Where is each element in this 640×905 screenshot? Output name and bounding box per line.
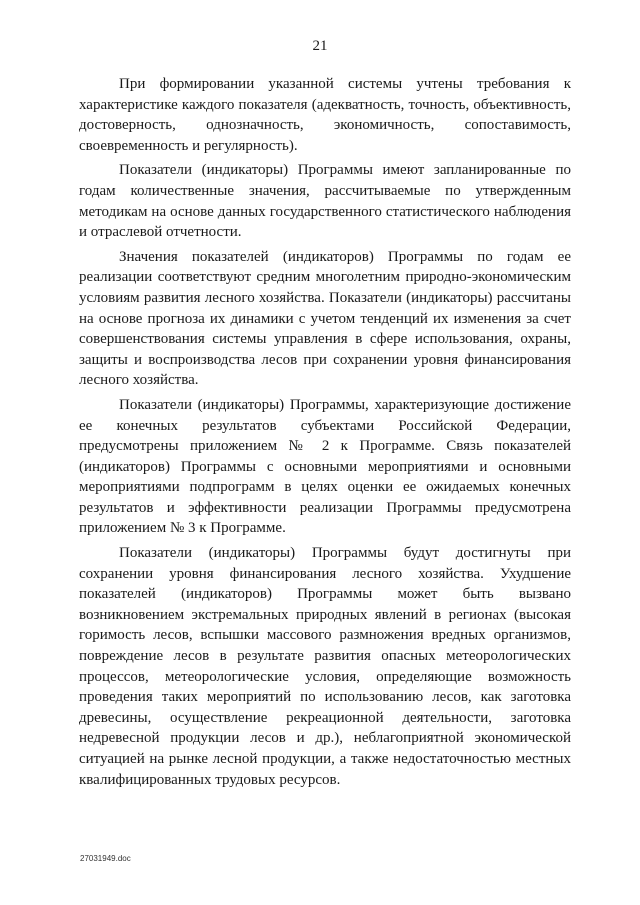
paragraph-risks: Показатели (индикаторы) Программы будут достигнуты при сохранении уровня финансирования лесного хозяйства. Ухудшение показателей (индикаторов) Программы может быть вызвано возникновением экстремальных природных явлений в регионах (высокая горимость лесов, вспышки массового размножения вредных организмов, повреждение лесов в результате развития опасных метеорологических процессов, метеорологические условия, определяющие возможность проведения таких мероприятий по использованию лесов, как заготовка древесины, осуществление рекреационной деятельности, заготовка недревесной продукции лесов и др.), неблагоприятной экономической ситуацией на рынке лесной продукции, а также недостаточностью местных квалифицированных трудовых ресурсов. [79, 545, 571, 788]
paragraph-final-results: Показатели (индикаторы) Программы, характеризующие достижение ее конечных результатов субъектами Российской Федерации, предусмотрены приложением № 2 к Программе. Связь показателей (индикаторов) Программы с основными мероприятиями и основными мероприятиями подпрограмм в целях оценки ее ожидаемых конечных результатов и эффективности реализации Программы предусмотрена приложением № 3 к Программе. [79, 396, 571, 537]
paragraph-indicator-values: Значения показателей (индикаторов) Программы по годам ее реализации соответствуют средним многолетним природно-экономическим условиям развития лесного хозяйства. Показатели (индикаторы) рассчитаны на основе прогноза их динамики с учетом тенденций их изменения за счет совершенствования системы управления в сфере использования, охраны, защиты и воспроизводства лесов при сохранении уровня финансирования лесного хозяйства. [79, 248, 571, 389]
paragraph-requirements: При формировании указанной системы учтены требования к характеристике каждого показателя (адекватность, точность, объективность, достоверность, однозначность, экономичность, сопоставимость, своевременность и регулярность). [79, 76, 571, 154]
footer-filename: 27031949.doc [80, 854, 131, 863]
document-body [79, 74, 571, 794]
paragraph-planned-values: Показатели (индикаторы) Программы имеют запланированные по годам количественные значения, рассчитываемые по утвержденным методикам на основе данных государственного статистического наблюдения и отраслевой отчетности. [79, 162, 571, 241]
page-number: 21 [312, 38, 328, 54]
